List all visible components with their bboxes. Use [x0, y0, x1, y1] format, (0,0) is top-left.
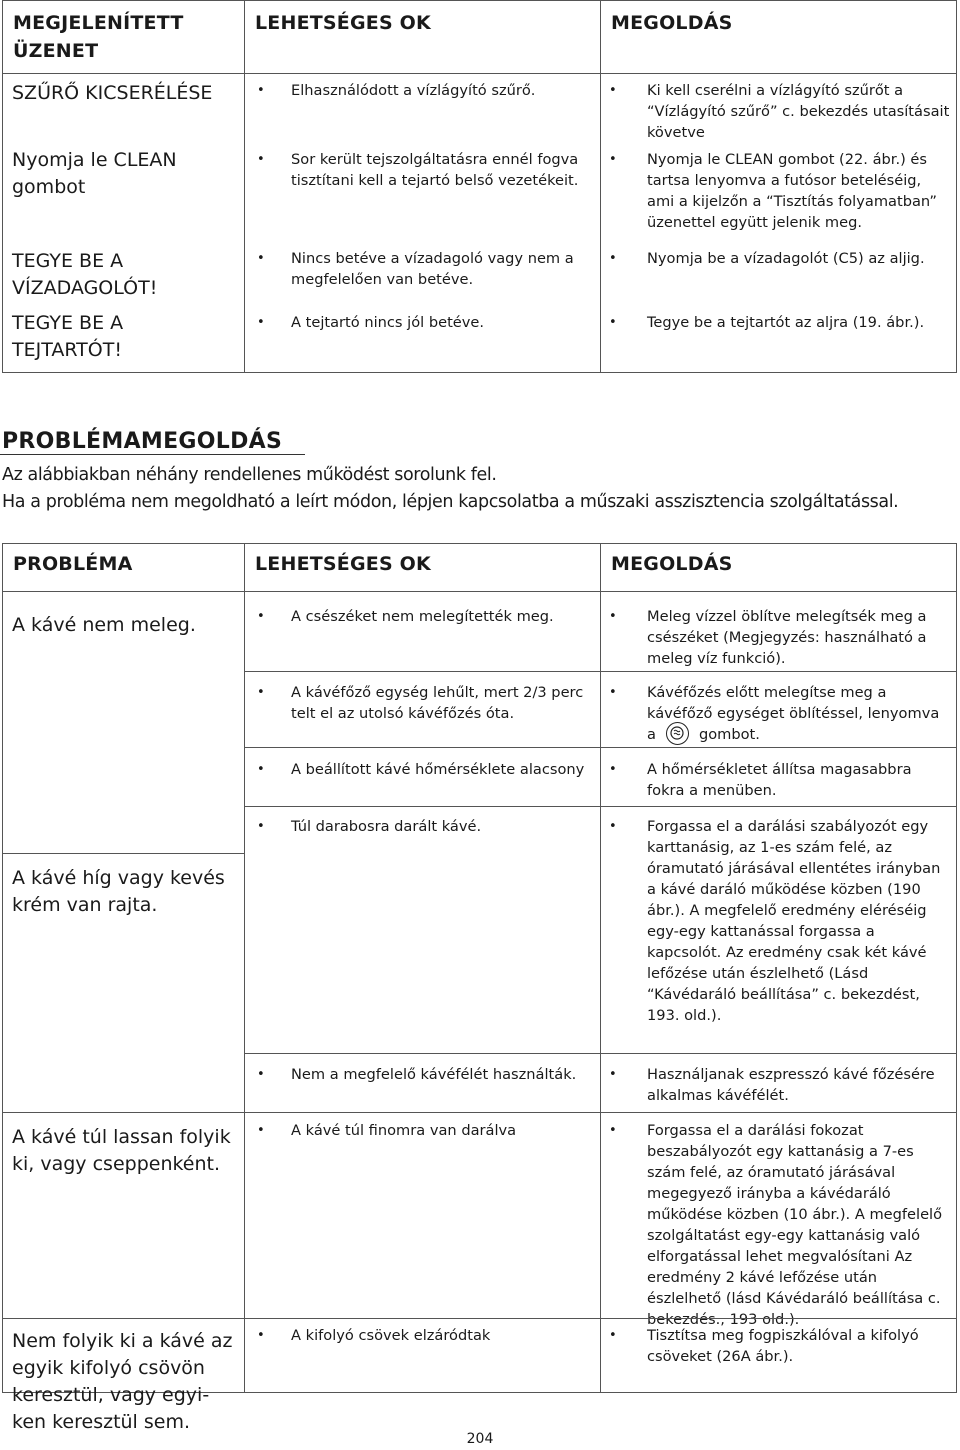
table1-row [3, 244, 956, 306]
solution-text: • A hőmérsékletet állítsa magasabbra fokra a menüben. [601, 759, 956, 801]
table1-header [3, 1, 956, 74]
cause-text: • A kávé túl finomra van darálva [245, 1120, 600, 1141]
page-number: 204 [466, 1431, 494, 1447]
solution-text: • Nyomja le CLEAN gombot (22. ábr.) és tartsa lenyomva a futósor beteléséig, ami a kijelzőn a “Tisztítás folyamatban” üzenettel együtt jelenik meg. [601, 149, 956, 233]
message-text: Nyomja le CLEAN gombot [3, 143, 245, 244]
troubleshooting-table [2, 543, 957, 1433]
table1-row [3, 143, 956, 244]
cause-text: • A kávéfőző egység lehűlt, mert 2/3 perc telt el az utolsó kávéfőzés óta. [245, 682, 600, 724]
cause-text: • A beállított kávé hőmérséklete alacsony [245, 759, 600, 780]
problem-text: A kávé híg vagy kevés krém van rajta. [12, 867, 225, 916]
header-problem: PROBLÉMA [3, 544, 245, 591]
table1-row [3, 74, 956, 143]
message-text: TEGYE BE A TEJTARTÓT! [3, 306, 245, 372]
header-solution: MEGOLDÁS [611, 12, 733, 34]
section-title-underline [0, 454, 305, 455]
message-text: TEGYE BE A VÍZADAGOLÓT! [3, 244, 245, 306]
table2-header [3, 544, 956, 592]
solution-text: • Forgassa el a darálási fokozat beszabályozót egy kattanásig a 7-es szám felé, az óramutató járásával megegyező irányba a kávédaráló működése közben (10 ábr.). A megfelelő szolgáltatást egy-egy kattanásig való elforgatással lehet megvalósítani Az eredmény 2 kávé lefőzése után észlelhető (lásd Kávédaráló beállítása c. bekezdés., 193 old.). [601, 1120, 956, 1330]
header-cause: LEHETSÉGES OK [245, 544, 601, 591]
solution-text-part: Kávéfőzés előtt melegítse meg a kávéfőző egységet öblítéssel, lenyomva a [647, 684, 940, 743]
problem-text: Nem folyik ki a kávé az egyik kifolyó csövön keresztül, vagy egyi-ken keresztül sem. [12, 1330, 233, 1433]
header-cause: LEHETSÉGES OK [245, 1, 601, 73]
problem-column [3, 592, 245, 1433]
solution-text: • Nyomja be a vízadagolót (C5) az aljig. [601, 248, 956, 269]
section-title: PROBLÉMAMEGOLDÁS [2, 429, 283, 454]
cause-text: • A tejtartó nincs jól betéve. [245, 312, 600, 333]
solution-text-part: gombot. [698, 726, 760, 743]
message-text: SZŰRŐ KICSERÉLÉSE [3, 74, 245, 143]
cause-text: • Túl darabosra darált kávé. [245, 816, 600, 837]
cause-text: • Elhasználódott a vízlágyító szűrő. [245, 80, 600, 101]
solution-text: • Forgassa el a darálási szabályozót egy karttanásig, az 1-es szám felé, az óramutató járásával ellentétes irányban a kávé daráló működése közben (190 ábr.). A megfelelő eredmény eléréséig egy-egy kattanással forgassa a kapcsolót. Az eredmény csak két kávé lefőzése után észlelhető (Lásd “Kávédaráló beállítása” c. bekezdést, 193. old.). [601, 816, 956, 1026]
problem-text: A kávé túl lassan folyik ki, vagy cseppenként. [12, 1126, 231, 1175]
cause-text: • A csészéket nem melegítették meg. [245, 606, 600, 627]
solution-text [601, 682, 956, 745]
solution-column [601, 592, 956, 1392]
intro-line-2: Ha a probléma nem megoldható a leírt módon, lépjen kapcsolatba a műszaki asszisztencia szolgáltatással. [2, 492, 899, 512]
solution-text: • Tisztítsa meg fogpiszkálóval a kifolyó csöveket (26A ábr.). [601, 1325, 956, 1367]
error-messages-table [2, 0, 957, 373]
cause-text: • Nincs betéve a vízadagoló vagy nem a megfelelően van betéve. [245, 248, 600, 290]
cause-text: • Sor került tejszolgáltatásra ennél fogva tisztítani kell a tejartó belső vezetékeit. [245, 149, 600, 191]
cause-text: • Nem a megfelelő kávéfélét használták. [245, 1064, 600, 1085]
intro-line-1: Az alábbiakban néhány rendellenes működést sorolunk fel. [2, 465, 497, 485]
solution-text: • Ki kell cserélni a vízlágyító szűrőt a “Vízlágyító szűrő” c. bekezdés utasításait követve [601, 80, 956, 143]
problem-text: A kávé nem meleg. [12, 614, 196, 636]
header-message: MEGJELENÍTETT ÜZENET [3, 1, 245, 73]
solution-text: • Tegye be a tejtartót az aljra (19. ábr.). [601, 312, 956, 333]
table1-row [3, 306, 956, 372]
cause-column [245, 592, 601, 1392]
rinse-icon [666, 722, 689, 745]
solution-text: • Meleg vízzel öblítve melegítsék meg a csészéket (Megjegyzés: használható a meleg víz funkció). [601, 606, 956, 669]
header-solution: MEGOLDÁS [611, 553, 733, 575]
solution-text: • Használjanak eszpresszó kávé főzésére alkalmas kávéfélét. [601, 1064, 956, 1106]
cause-text: • A kifolyó csövek elzáródtak [245, 1325, 600, 1346]
